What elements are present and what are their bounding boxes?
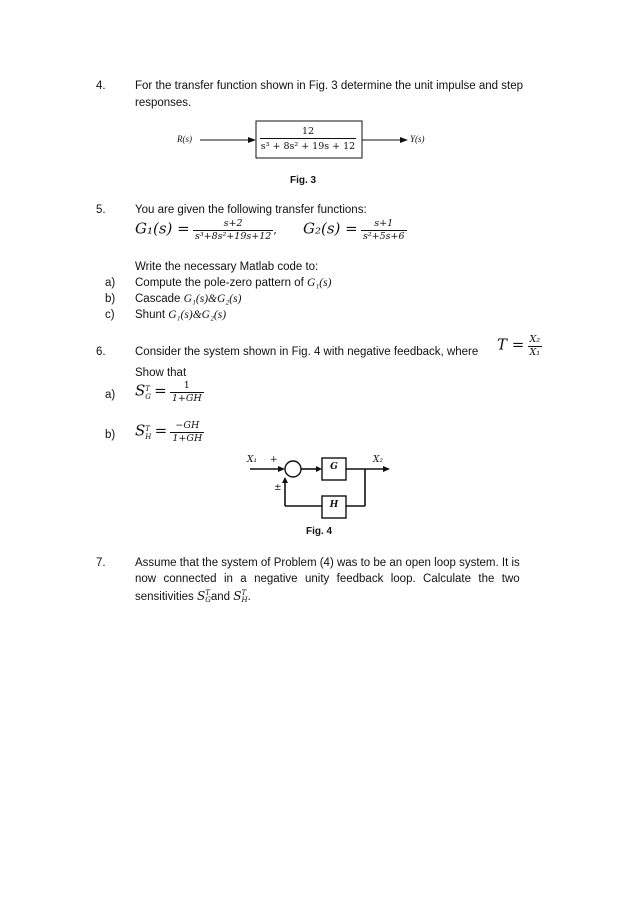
fig3-caption: Fig. 3: [290, 175, 317, 186]
fig3-denominator: s³ + 8s² + 19s + 12: [260, 141, 356, 152]
p5-item-c-math: G₁(s)&G₂(s): [168, 309, 227, 321]
g2-equation: [303, 218, 407, 243]
p5-item-a-text: Compute the pole-zero pattern of: [135, 277, 307, 289]
problem-7-sg-s: S: [197, 589, 206, 603]
fig4-caption: Fig. 4: [306, 526, 333, 537]
problem-7-sg-sub: G: [205, 595, 211, 604]
t-lhs: T =: [497, 335, 525, 354]
problem-7-text-line1: Assume that the system of Problem (4) was to be an open loop system. It is: [135, 557, 520, 569]
sensitivity-h-s: S: [135, 421, 146, 440]
problem-6-number: 6.: [96, 346, 106, 358]
p5-item-c: [135, 309, 226, 321]
p6-item-b-label: b): [105, 429, 116, 441]
problem-6-text: Consider the system shown in Fig. 4 with negative feedback, where: [135, 346, 479, 358]
problem-7-sensitivities-text: sensitivities: [135, 591, 194, 603]
sensitivity-h-sub: H: [145, 432, 152, 441]
problem-5-task: Write the necessary Matlab code to:: [135, 261, 319, 273]
p5-item-b: [135, 293, 241, 305]
sensitivity-g-s: S: [135, 381, 146, 400]
fig4-feedback-arrowhead: [282, 477, 288, 483]
g1-denominator: s³+8s²+19s+12: [194, 231, 272, 242]
sensitivity-h-fraction: [170, 420, 204, 445]
g2-numerator: s+1: [374, 218, 394, 229]
t-fraction: [528, 334, 543, 359]
fig4-x1-label: X₁: [247, 455, 258, 465]
fig3-output-arrowhead: [400, 137, 408, 143]
fig4-x2-label: X₂: [373, 455, 384, 465]
problem-6-show-that: Show that: [135, 367, 187, 379]
sensitivity-g-eq: =: [154, 381, 167, 400]
g2-denominator: s²+5s+6: [362, 231, 405, 242]
problem-4-text-line2: responses.: [135, 97, 192, 109]
p5-item-a-math: G₁(s): [306, 277, 332, 289]
problem-4-text-line1: For the transfer function shown in Fig. 3 determine the unit impulse and step: [135, 80, 524, 92]
sensitivity-h-sup: T: [145, 424, 150, 433]
sensitivity-h-eq: =: [154, 421, 168, 440]
fig3-output-label: Y(s): [410, 134, 425, 144]
problem-5-intro: You are given the following transfer functions:: [135, 204, 367, 216]
g1-equation: G₁(s) = $\frac{s+2}{\text{s³+8s²+19s+12}}$ ,: [135, 218, 277, 242]
problem-7-text-line2: now connected in a negative unity feedback loop. Calculate the two: [135, 573, 520, 585]
problem-7-sh-sub: H: [241, 595, 248, 604]
fig4-plus-sign: +: [270, 455, 278, 465]
g1-lhs: G₁(s) =: [135, 219, 190, 238]
g1-fraction: [193, 218, 273, 243]
sensitivity-g-denominator: 1+GH: [171, 393, 202, 404]
t-definition: [497, 334, 542, 359]
p5-item-a-label: a): [105, 277, 116, 289]
problem-7-sg-sup: T: [205, 588, 210, 597]
problem-7-number: 7.: [96, 557, 106, 569]
problem-7-and: and: [210, 591, 231, 603]
sensitivity-g-equation: [135, 380, 204, 405]
p5-item-c-label: c): [105, 309, 115, 321]
p5-item-c-text: Shunt: [135, 309, 169, 321]
fig3-numerator: 12: [260, 125, 356, 139]
sensitivity-g-sup: T: [145, 384, 150, 393]
fig4-output-arrowhead: [383, 466, 390, 472]
sensitivity-h-numerator: −GH: [175, 420, 200, 431]
sensitivity-g-sub: G: [145, 392, 151, 401]
g2-fraction: [361, 218, 407, 243]
problem-5-number: 5.: [96, 204, 106, 216]
fig4-g-label: G: [330, 462, 338, 472]
p5-item-a: [135, 277, 331, 289]
problem-7-period: .: [247, 591, 251, 603]
t-numerator: X₂: [529, 334, 541, 345]
t-denominator: X₁: [529, 347, 541, 358]
p5-item-b-text: Cascade: [135, 293, 184, 305]
fig4-input-arrowhead: [278, 466, 285, 472]
sensitivity-h-denominator: 1+GH: [172, 433, 203, 444]
fig3-input-label: R(s): [177, 134, 192, 144]
fig3-input-arrowhead: [248, 137, 256, 143]
sensitivity-g-fraction: [170, 380, 204, 405]
sensitivity-g-numerator: 1: [183, 380, 190, 391]
problem-4-number: 4.: [96, 80, 106, 92]
problem-7-sh-s: S: [233, 589, 242, 603]
fig4-svg: [240, 452, 390, 527]
sensitivity-h-equation: [135, 420, 204, 445]
g2-lhs: G₂(s) =: [303, 219, 358, 238]
p5-item-b-label: b): [105, 293, 116, 305]
problem-7-sh-sup: T: [241, 588, 247, 597]
problem-7-text-line3: [135, 589, 251, 604]
g1-numerator: s+2: [223, 218, 243, 229]
fig4-summing-junction: [285, 461, 301, 477]
p6-item-a-label: a): [105, 389, 116, 401]
fig4-plus-minus-sign: ±: [274, 483, 282, 493]
p5-item-b-math: G₁(s)&G₂(s): [183, 293, 242, 305]
fig4-h-label: H: [329, 500, 339, 510]
